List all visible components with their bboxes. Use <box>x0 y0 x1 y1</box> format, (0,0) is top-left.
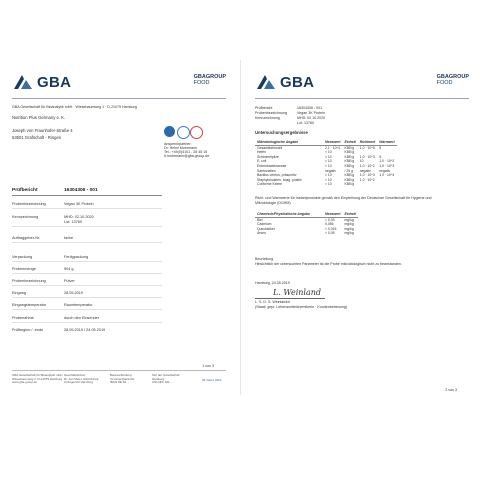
footer-col-1: GBA Gesellschaft für Bioanalytik mbH Wiesebaumweg 1, D-21079 Hamburg www.gba-group.de <box>12 373 63 385</box>
footer-col-2: Geschäftsführer: Dr. Jan Meier, Ralf Murzik Amtsgericht Hamburg <box>64 373 99 385</box>
assessment-title: Beurteilung <box>255 257 274 261</box>
field-value: keine <box>64 236 74 240</box>
recipient-street: Joseph von Fraunhofer-Straße 4 <box>12 128 73 133</box>
table-row: Gesamtkeimzahl 2,1 · 10^4 KBE/g 1,0 · 10^5 5 <box>257 145 382 150</box>
gba-logo <box>12 72 71 92</box>
gba-logo-icon <box>255 73 277 91</box>
place-date: Hamburg, 24.05.2019 <box>255 281 290 285</box>
field-value: durch den Einsender <box>64 316 100 320</box>
table-row: Enterobacteriaceae < 10 KBE/g 1,0 · 10^2 1,0 · 10^3 <box>257 163 395 168</box>
table-row: Staphylokokken, koag. positiv < 10 KBE/g 1,0 · 10^2 <box>257 177 375 182</box>
micro-table: Mikrobiologische Angabe Messwert Einheit Richtwert Warnwert Gesamtkeimzahl 2,1 · 10^4 KBE/g 1,0 · 10^5 5 Hefen < 10 KBE/g Schimmelpilze < 10 KBE/g 1,0 · 10^3 5 E. coli < 10 KBE/g 10 1,0 · 10^2 Enterobacteriaceae < 10 KBE/g 1,0 · 10^2 1,0 · 10^3 Salmonellen negativ / 25 g negativ negativ Bacillus cereus, präsumtiv < 10 KBE/g 1,0 · 10^3 1,0 · 10^4 Staphylokokken, koag. positiv < 10 KBE/g 1,0 · 10^2 Coliforme Keime < 10 KBE/g <box>257 140 395 187</box>
group-sub: FOOD <box>193 80 210 86</box>
qs-seal-icon <box>190 126 203 139</box>
sender-line: GBA Gesellschaft für Bioanalytik mbH · Wiesebaumweg 1 · D-21079 Hamburg <box>12 105 137 109</box>
field-row <box>12 236 162 244</box>
field-row <box>12 291 162 299</box>
gba-group-food <box>437 74 469 86</box>
field-row <box>12 202 162 210</box>
meta-value: MHD: 02.10.2020 <box>297 116 326 120</box>
report-page-1 <box>6 60 228 395</box>
logo-text: GBA <box>280 73 315 91</box>
page-divider <box>240 60 241 395</box>
contact-phone: Tel.: +49(0)4101 - 28 45 16 <box>164 150 208 154</box>
accreditation-badge-icon <box>164 126 175 137</box>
signature-rule <box>255 298 325 299</box>
report-rule <box>12 195 162 196</box>
signature: L. Weinland <box>273 288 322 297</box>
field-row <box>12 303 162 311</box>
contact-person: Dr. Helmi Mohrmann <box>164 146 197 150</box>
field-row <box>12 267 162 275</box>
group-name: GBAGROUP <box>193 74 226 80</box>
field-label: Verpackung <box>12 255 33 259</box>
field-value: MHD: 02.10.2020 <box>64 215 94 219</box>
field-label: Probenbezeichnung <box>12 279 46 283</box>
field-value: Lot: 13760 <box>64 220 82 224</box>
footer-col-3: Bankverbindung Commerzbank AG IBAN DE 84 ... <box>110 373 135 385</box>
micro-note-line-1: Richt- und Warnwerte für Instantprodukte gemäß den Empfehlung der Deutschen Gesellschaft für Hygiene und <box>255 196 432 200</box>
table-row: Salmonellen negativ / 25 g negativ negativ <box>257 168 391 173</box>
page-number: 2 von 3 <box>445 388 457 392</box>
field-value: 904 g <box>64 267 74 271</box>
field-row <box>12 316 162 324</box>
meta-value: 16304306 - 001 <box>297 106 323 110</box>
gba-group-food <box>194 74 226 86</box>
meta-label: Probenbezeichnung <box>255 111 287 115</box>
field-row <box>12 328 162 336</box>
meta-value: Vegan 3K Protein <box>297 111 325 115</box>
footer-rule <box>12 370 226 371</box>
assessment-text: Hinsichtlich der untersuchten Parameter ist die Probe mikrobiologisch nicht zu beanstanden. <box>255 262 402 266</box>
field-label: Probenmenge <box>12 267 36 271</box>
field-value: Pulver <box>64 279 75 283</box>
field-label: Auftraggeber-Nr. <box>12 236 41 240</box>
recipient-name: Nutrition Plus Germany e. K. <box>12 115 66 120</box>
header-rule <box>255 98 469 99</box>
field-label: Probenbezeichnung <box>12 202 46 206</box>
table-row: Arsen < 0,05 mg/kg <box>257 231 354 236</box>
meta-label: Prüfbericht <box>255 106 273 110</box>
field-row <box>12 255 162 263</box>
meta-value: Lot: 13760 <box>297 121 314 125</box>
field-value: 28.05.2019 / 24.05.2019 <box>64 328 106 332</box>
table-row: Quecksilber < 0,015 mg/kg <box>257 226 354 231</box>
field-value: Fertigpackung <box>64 255 89 259</box>
group-name: GBAGROUP <box>436 74 469 80</box>
table-row: E. coli < 10 KBE/g 10 1,0 · 10^2 <box>257 159 395 164</box>
signer-title: (Staatl. gepr. Lebensmittelchemikerin · Kundenbetreuung) <box>255 305 348 309</box>
meta-label: Kennzeichnung <box>255 116 280 120</box>
report-page-2 <box>249 60 471 395</box>
page-number: 1 von 3 <box>202 364 214 368</box>
table-row: Cadmium 0,056 mg/kg <box>257 222 354 227</box>
field-row <box>12 279 162 287</box>
field-label: Kennzeichnung <box>12 215 39 219</box>
field-label: Eingangstemperatur <box>12 303 47 307</box>
chem-table: Chemisch/Physikalische Angabe Messwert Einheit Blei < 0,03 mg/kg Cadmium 0,056 mg/kg Quecksilber < 0,015 mg/kg Arsen < 0,05 mg/kg <box>257 212 356 236</box>
group-sub: FOOD <box>436 80 453 86</box>
report-number: 16304306 - 001 <box>64 188 98 193</box>
table-row: Bacillus cereus, präsumtiv < 10 KBE/g 1,0 · 10^3 1,0 · 10^4 <box>257 173 395 178</box>
table-row: Coliforme Keime < 10 KBE/g <box>257 182 355 187</box>
anniversary-badge-icon: 30 Jahre GBA <box>202 378 222 382</box>
field-label: Probenahme <box>12 316 34 320</box>
field-row <box>12 220 162 228</box>
table-row: Blei < 0,03 mg/kg <box>257 217 354 222</box>
recipient-city: 53501 Grafschaft - Ringen <box>12 135 62 140</box>
gba-logo-icon <box>12 73 34 91</box>
field-label: Prüfbeginn / -ende <box>12 328 44 332</box>
field-value: Vegan 3K Protein <box>64 202 94 206</box>
field-value: Raumtemperatur <box>64 303 93 307</box>
report-label: Prüfbericht <box>12 188 38 193</box>
micro-note-line-2: Mikrobiologie (DGHM) <box>255 201 291 205</box>
signer-name: L. S. D. S. Weinlandol <box>255 300 291 304</box>
gba-logo <box>255 72 314 92</box>
table-row: Schimmelpilze < 10 KBE/g 1,0 · 10^3 5 <box>257 154 382 159</box>
section-title: Untersuchungsergebnisse <box>255 130 308 135</box>
contact-heading: Ansprechpartner: <box>164 142 192 146</box>
field-value: 28.05.2019 <box>64 291 84 295</box>
field-label: Eingang <box>12 291 26 295</box>
logo-text: GBA <box>37 73 72 91</box>
footer-col-4: Sitz der Gesellschaft Hamburg USt-IdNr. DE ... <box>152 373 180 385</box>
table-row: Hefen < 10 KBE/g <box>257 150 355 155</box>
header-rule <box>12 98 226 99</box>
certification-seal-icon <box>177 126 190 139</box>
contact-email: h.mohrmann@gba-group.de <box>164 154 210 158</box>
